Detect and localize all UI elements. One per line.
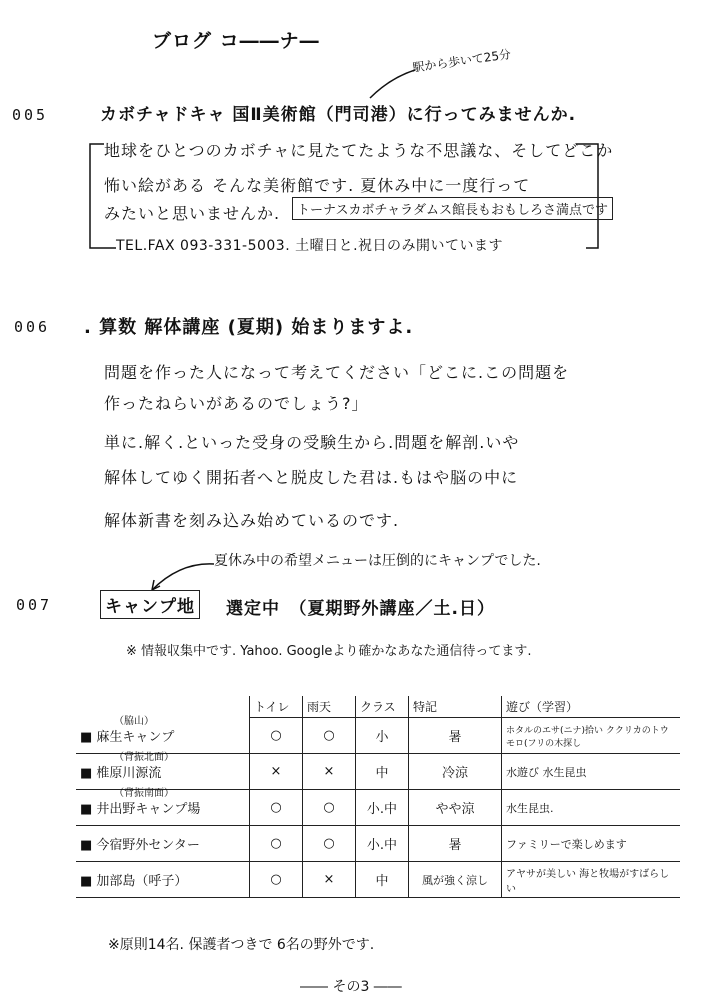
class-cell: 小: [356, 718, 409, 754]
entry-title-006: . 算数 解体講座 (夏期) 始まりますよ.: [84, 317, 414, 338]
entry-number-007: 007: [16, 596, 53, 614]
entry-line: 地球をひとつのカボチャに見たてたような不思議な、そしてどこか: [104, 141, 614, 160]
boxed-title: キャンプ地: [100, 590, 200, 619]
distance-annotation: 駅から歩いて25分: [411, 47, 512, 75]
place-name: ■ 椎原川源流: [80, 766, 162, 781]
page-title: ブログ コ――ナ―: [152, 30, 320, 52]
page-label: ―― その3 ――: [300, 979, 402, 995]
table-row: [76, 826, 680, 862]
footer-note: ※原則14名. 保護者つきで 6名の野外です.: [108, 937, 375, 953]
play-cell: 水生昆虫.: [502, 790, 681, 826]
entry-number-006: 006: [14, 318, 51, 336]
survey-annotation: 夏休み中の希望メニューは圧倒的にキャンプでした.: [214, 553, 541, 569]
play-cell: アヤサが美しい 海と牧場がすばらしい: [502, 862, 681, 898]
table-header: 特記: [409, 696, 502, 718]
place-area: （脇山）: [114, 715, 154, 727]
place-area: （背振北面）: [114, 752, 174, 763]
rain-cell: ○: [303, 718, 356, 754]
toilet-cell: ○: [250, 718, 303, 754]
entry-line: 解体してゆく開拓者へと脱皮した君は.もはや脳の中に: [104, 468, 519, 487]
place-name: ■ 今宿野外センター: [80, 838, 200, 853]
rain-cell: ○: [303, 790, 356, 826]
toilet-cell: ×: [250, 754, 303, 790]
entry-line: 怖い絵がある そんな美術館です. 夏休み中に一度行って: [104, 176, 531, 195]
play-cell: ファミリーで楽しめます: [502, 826, 681, 862]
contact-line: TEL.FAX 093-331-5003. 土曜日と.祝日のみ開いています: [116, 238, 504, 254]
rain-cell: ○: [303, 826, 356, 862]
place-name: ■ 井出野キャンプ場: [80, 802, 201, 817]
entry-line: 単に.解く.といった受身の受験生から.問題を解剖.いや: [104, 433, 520, 452]
entry-number-005: 005: [12, 106, 49, 124]
note-cell: 暑: [409, 718, 502, 754]
note-cell: やや涼: [409, 790, 502, 826]
toilet-cell: ○: [250, 862, 303, 898]
toilet-cell: ○: [250, 790, 303, 826]
class-cell: 小.中: [356, 790, 409, 826]
table-row: [76, 862, 680, 898]
note-cell: 冷涼: [409, 754, 502, 790]
table-header: [76, 696, 250, 718]
table-header: クラス: [356, 696, 409, 718]
note-cell: 風が強く涼し: [409, 862, 502, 898]
play-cell: 水遊び 水生昆虫: [502, 754, 681, 790]
annotation-arrow: [360, 64, 420, 104]
class-cell: 中: [356, 754, 409, 790]
class-cell: 中: [356, 862, 409, 898]
table-header: 雨天: [303, 696, 356, 718]
table-header-row: [76, 696, 680, 718]
entry-line: 解体新書を刻み込み始めているのです.: [104, 511, 400, 530]
place-area: （背振南面）: [114, 788, 174, 799]
class-cell: 小.中: [356, 826, 409, 862]
toilet-cell: ○: [250, 826, 303, 862]
table-header: 遊び（学習）: [502, 696, 681, 718]
play-cell: ホタルのエサ(ニナ)拾い ククリカのトウモロ(フリの木探し: [502, 718, 681, 754]
info-note: ※ 情報収集中です. Yahoo. Googleより確かなあなた通信待ってます.: [126, 644, 532, 659]
entry-line: 作ったねらいがあるのでしょう?」: [104, 394, 369, 413]
entry-line: 問題を作った人になって考えてください「どこに.この問題を: [104, 363, 570, 382]
place-name: ■ 加部島（呼子）: [80, 874, 188, 889]
note-cell: 暑: [409, 826, 502, 862]
boxed-note: トーナスカボチャラダムス館長もおもしろさ満点です: [292, 197, 613, 220]
camp-table: [76, 696, 680, 898]
entry-title-007: 選定中 （夏期野外講座／土.日）: [226, 599, 495, 619]
entry-title-005: カボチャドキャ 国Ⅱ美術館（門司港）に行ってみませんか.: [100, 105, 577, 125]
entry-line: みたいと思いませんか.: [104, 204, 281, 223]
table-row: [76, 790, 680, 826]
rain-cell: ×: [303, 754, 356, 790]
place-name: ■ 麻生キャンプ: [80, 729, 175, 745]
table-header: トイレ: [250, 696, 303, 718]
rain-cell: ×: [303, 862, 356, 898]
